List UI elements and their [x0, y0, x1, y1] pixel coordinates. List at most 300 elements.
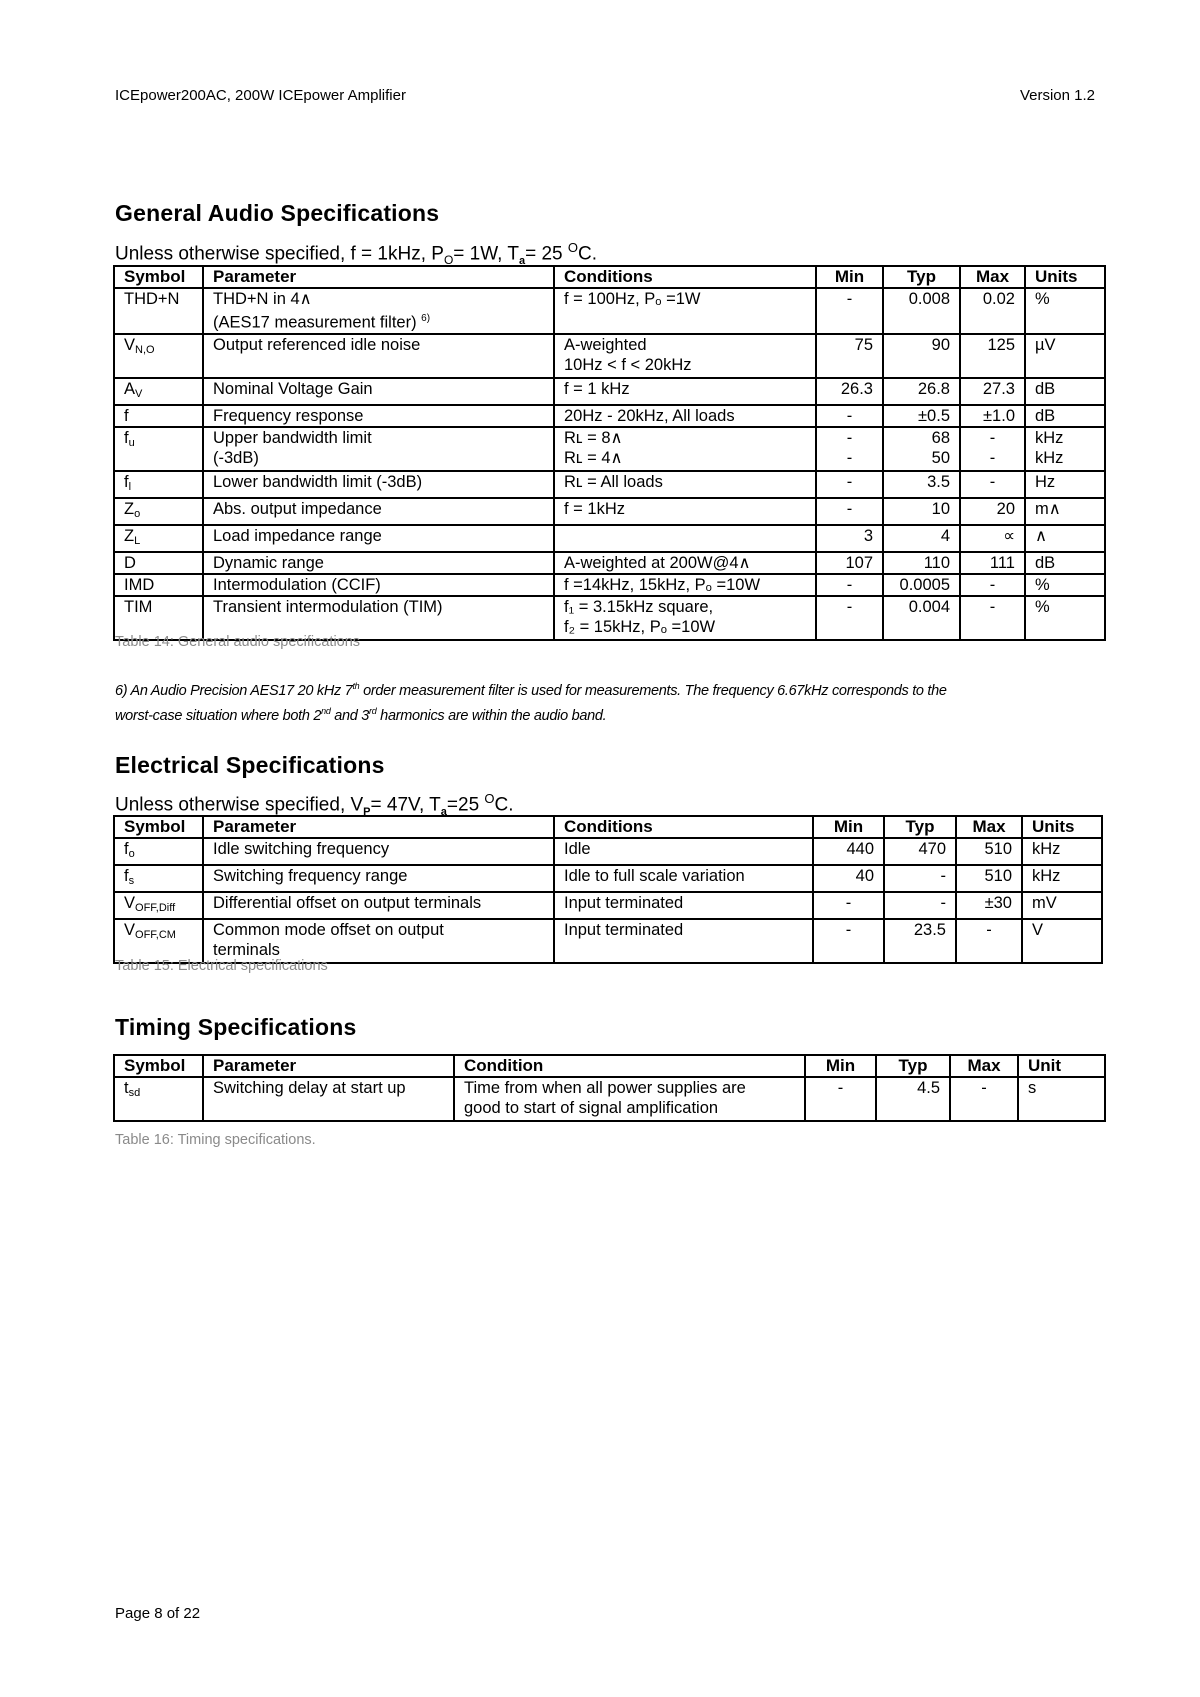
table-row [114, 288, 1105, 334]
cell-units [1025, 334, 1105, 378]
symbol-subscript: u [128, 436, 135, 449]
parameter-text: THD+N in 4∧ [213, 290, 312, 308]
min-value: - [837, 1079, 844, 1097]
column-header-parameter: Parameter [203, 816, 554, 838]
cell-units [1022, 892, 1102, 919]
cell-min [816, 405, 883, 427]
column-header-units: Units [1025, 266, 1105, 288]
conditions-text: f = 100Hz, Pₒ =1W [564, 290, 701, 308]
parameter-text: Load impedance range [213, 526, 382, 545]
cell-symbol [114, 574, 203, 596]
conditions-text: 20Hz - 20kHz, All loads [564, 406, 735, 425]
cell-conditions [554, 919, 813, 963]
min-value: 26.3 [840, 379, 873, 398]
column-header-unit: Unit [1018, 1055, 1105, 1077]
column-header-max: Max [950, 1055, 1018, 1077]
cell-conditions [554, 596, 816, 640]
cell-typ [883, 427, 960, 471]
table-row [114, 892, 1102, 919]
table-row [114, 865, 1102, 892]
cell-parameter [203, 552, 554, 574]
units-value: dB [1035, 379, 1056, 398]
cell-parameter [203, 405, 554, 427]
cell-min [816, 498, 883, 525]
cell-conditions [554, 865, 813, 892]
symbol-subscript: o [128, 848, 135, 860]
cell-conditions [554, 288, 816, 334]
typ-value: 110 [923, 553, 950, 572]
cell-typ [883, 552, 960, 574]
parameter-text: Differential offset on output terminals [213, 894, 482, 912]
units-value: dB [1035, 553, 1056, 572]
column-header-typ: Typ [883, 266, 960, 288]
cell-symbol [114, 405, 203, 427]
min-value: - [846, 406, 853, 425]
cell-typ [884, 919, 956, 963]
cell-typ [883, 596, 960, 640]
cell-min [816, 427, 883, 471]
timing-table [113, 1054, 1106, 1122]
cell-min [816, 334, 883, 378]
min-value: - [846, 290, 853, 308]
units-value: kHz [1035, 428, 1064, 447]
cell-min [805, 1077, 876, 1121]
table-header-row [114, 266, 1105, 288]
max-value: ∝ [1003, 526, 1015, 545]
cell-parameter [203, 1077, 454, 1121]
cell-symbol [114, 378, 203, 405]
table-row [114, 405, 1105, 427]
max-value: - [986, 921, 992, 939]
max-value: - [989, 597, 996, 616]
table-row [114, 1077, 1105, 1121]
cond-text: C. [578, 243, 597, 265]
footnote-ref: 6) [421, 313, 431, 324]
cell-units [1025, 405, 1105, 427]
min-value: 3 [863, 526, 873, 545]
table-row [114, 574, 1105, 596]
parameter-text: (-3dB) [213, 448, 259, 467]
symbol-text: A [124, 379, 136, 398]
typ-value: 4 [940, 526, 950, 545]
footnote-text: 6) An Audio Precision AES17 20 kHz 7 [115, 682, 353, 699]
max-value: ±30 [984, 894, 1012, 912]
symbol-subscript: N,O [135, 343, 155, 356]
cell-conditions [554, 552, 816, 574]
min-value: 440 [846, 840, 874, 858]
symbol-text: THD+N [124, 290, 180, 308]
cell-symbol [114, 596, 203, 640]
typ-value: 0.0005 [899, 575, 950, 594]
max-value: - [989, 472, 996, 491]
cond-text: Unless otherwise specified, V [115, 794, 364, 816]
max-value: 20 [996, 499, 1015, 518]
cell-parameter [203, 919, 554, 963]
cell-conditions [554, 334, 816, 378]
symbol-text: f [124, 406, 129, 425]
parameter-text: (AES17 measurement filter) [213, 313, 417, 332]
min-value: 40 [855, 867, 874, 885]
typ-value: 10 [931, 499, 950, 518]
typ-value-line2: 50 [931, 448, 950, 467]
conditions-text: Idle [564, 840, 591, 858]
max-value: 111 [989, 553, 1015, 572]
cell-conditions [554, 574, 816, 596]
cell-min [816, 596, 883, 640]
conditions-text: Idle to full scale variation [564, 867, 745, 885]
cond-text: C. [494, 794, 514, 816]
max-value: 27.3 [982, 379, 1015, 398]
max-value: 0.02 [982, 290, 1015, 308]
conditions-text: A-weighted [564, 335, 647, 354]
cell-max [960, 498, 1025, 525]
cell-units [1025, 288, 1105, 334]
cond-sub: P [363, 806, 371, 819]
cell-min [816, 574, 883, 596]
max-value: 510 [984, 840, 1012, 858]
parameter-text: Dynamic range [213, 553, 324, 572]
cell-typ [884, 892, 956, 919]
cell-conditions [454, 1077, 805, 1121]
conditions-text-line2: good to start of signal amplification [464, 1099, 719, 1117]
symbol-text: f [124, 867, 129, 885]
cell-parameter [203, 334, 554, 378]
symbol-text: t [124, 1079, 129, 1097]
symbol-text: V [124, 921, 136, 939]
units-value: s [1028, 1079, 1037, 1097]
cell-symbol [114, 838, 203, 865]
parameter-text: Switching delay at start up [213, 1079, 406, 1097]
typ-value: 23.5 [913, 921, 946, 939]
cell-units [1025, 552, 1105, 574]
max-value: - [981, 1079, 987, 1097]
cond-text: =25 [446, 794, 485, 816]
min-value: - [846, 499, 853, 518]
cell-parameter [203, 288, 554, 334]
conditions-text: Rʟ = All loads [564, 472, 663, 491]
general-audio-heading: General Audio Specifications [115, 200, 440, 226]
cell-max [950, 1077, 1018, 1121]
parameter-text: Switching frequency range [213, 867, 408, 885]
table-row [114, 552, 1105, 574]
parameter-text: Lower bandwidth limit (-3dB) [213, 472, 423, 491]
max-value: 125 [987, 335, 1015, 354]
cell-parameter [203, 525, 554, 552]
max-value: - [989, 575, 996, 594]
cell-symbol [114, 498, 203, 525]
units-value: V [1032, 921, 1044, 939]
cond-text: = 47V, T [370, 794, 441, 816]
symbol-subscript: L [134, 534, 141, 547]
column-header-symbol: Symbol [114, 816, 203, 838]
units-value: dB [1035, 406, 1056, 425]
table-header-row [114, 1055, 1105, 1077]
cell-max [960, 525, 1025, 552]
conditions-text: f = 1kHz [564, 499, 625, 518]
symbol-subscript: o [134, 507, 141, 520]
symbol-subscript: l [128, 480, 132, 493]
symbol-subscript: s [128, 875, 135, 887]
column-header-typ: Typ [884, 816, 956, 838]
symbol-subscript: OFF,Diff [135, 902, 176, 914]
cell-max [956, 919, 1022, 963]
cell-min [816, 288, 883, 334]
page-number: Page 8 of 22 [115, 1605, 201, 1622]
cond-text: = 25 [525, 243, 568, 265]
cell-conditions [554, 427, 816, 471]
typ-value: 3.5 [927, 472, 950, 491]
min-value: 75 [854, 335, 873, 354]
table-header-row [114, 816, 1102, 838]
units-value: Hz [1035, 472, 1056, 491]
cell-parameter [203, 471, 554, 498]
table-row [114, 525, 1105, 552]
units-value: kHz [1032, 840, 1061, 858]
table-14-caption: Table 14: General audio specifications [115, 634, 361, 650]
units-value-line2: kHz [1035, 448, 1064, 467]
cell-conditions [554, 471, 816, 498]
units-value: µV [1035, 335, 1056, 354]
max-value-line2: - [989, 448, 996, 467]
cell-max [960, 405, 1025, 427]
cell-min [813, 865, 884, 892]
cell-conditions [554, 405, 816, 427]
cell-symbol [114, 471, 203, 498]
cell-symbol [114, 552, 203, 574]
cell-conditions [554, 838, 813, 865]
cell-symbol [114, 525, 203, 552]
column-header-symbol: Symbol [114, 1055, 203, 1077]
cell-max [960, 378, 1025, 405]
parameter-text-line2 [213, 309, 544, 333]
parameter-text: Upper bandwidth limit [213, 428, 372, 447]
cell-parameter [203, 838, 554, 865]
table-16-caption: Table 16: Timing specifications. [115, 1132, 316, 1148]
units-value: m∧ [1035, 499, 1061, 518]
typ-value: 90 [931, 335, 950, 354]
conditions-text-line2: Rʟ = 4∧ [564, 448, 623, 467]
min-value: - [846, 472, 853, 491]
symbol-text: f [124, 472, 129, 491]
cell-max [956, 892, 1022, 919]
cell-max [960, 288, 1025, 334]
cond-text: = 1W, T [453, 243, 519, 265]
min-value: - [846, 428, 853, 447]
cell-units [1025, 471, 1105, 498]
cell-parameter [203, 427, 554, 471]
table-row [114, 498, 1105, 525]
column-header-units: Units [1022, 816, 1102, 838]
max-value: 510 [984, 867, 1012, 885]
cell-units [1018, 1077, 1105, 1121]
footnote-text: worst-case situation where both 2 [115, 707, 322, 724]
cell-parameter [203, 892, 554, 919]
cond-sub: a [518, 255, 526, 268]
cell-typ [883, 378, 960, 405]
degree-symbol: O [567, 240, 578, 255]
document-version: Version 1.2 [1019, 87, 1095, 104]
column-header-min: Min [816, 266, 883, 288]
parameter-text-line2 [213, 448, 544, 468]
cell-units [1025, 378, 1105, 405]
conditions-text: Input terminated [564, 894, 684, 912]
electrical-table [113, 815, 1103, 964]
cell-typ [883, 525, 960, 552]
typ-value: 26.8 [917, 379, 950, 398]
table-row [114, 838, 1102, 865]
column-header-max: Max [956, 816, 1022, 838]
cell-conditions [554, 498, 816, 525]
column-header-conditions: Conditions [554, 816, 813, 838]
cell-units [1022, 865, 1102, 892]
parameter-text: Common mode offset on output [213, 921, 444, 939]
symbol-text: IMD [124, 575, 155, 594]
symbol-text: Z [124, 526, 135, 545]
cell-symbol [114, 919, 203, 963]
electrical-heading: Electrical Specifications [115, 752, 385, 778]
column-header-min: Min [813, 816, 884, 838]
cell-units [1025, 596, 1105, 640]
min-value: - [846, 597, 853, 616]
parameter-text: Abs. output impedance [213, 499, 382, 518]
general-audio-conditions [115, 240, 597, 267]
column-header-symbol: Symbol [114, 266, 203, 288]
symbol-text: V [124, 894, 136, 912]
cell-max [960, 471, 1025, 498]
units-value: mV [1032, 894, 1057, 912]
symbol-text: TIM [124, 597, 153, 616]
cell-parameter [203, 498, 554, 525]
cell-max [960, 552, 1025, 574]
units-value: % [1035, 575, 1050, 594]
conditions-text: Rʟ = 8∧ [564, 428, 623, 447]
conditions-text: f₁ = 3.15kHz square, [564, 597, 714, 616]
max-value: - [989, 428, 996, 447]
symbol-text: Z [124, 499, 135, 518]
footnote-sup: rd [369, 705, 377, 716]
general-audio-table [113, 265, 1106, 641]
cell-min [816, 378, 883, 405]
footnote-text: and 3 [330, 707, 370, 724]
symbol-text: f [124, 840, 129, 858]
cell-typ [883, 334, 960, 378]
column-header-min: Min [805, 1055, 876, 1077]
cell-min [816, 552, 883, 574]
typ-value: ±0.5 [918, 406, 950, 425]
column-header-typ: Typ [876, 1055, 950, 1077]
cell-symbol [114, 427, 203, 471]
table-15-caption: Table 15: Electrical specifications [115, 958, 328, 974]
cell-symbol [114, 1077, 203, 1121]
cell-units [1025, 498, 1105, 525]
parameter-text-line2 [213, 940, 544, 960]
table-row [114, 334, 1105, 378]
cell-max [956, 838, 1022, 865]
conditions-text: A-weighted at 200W@4∧ [564, 553, 751, 572]
cond-sub: a [440, 806, 447, 819]
cell-symbol [114, 334, 203, 378]
typ-value: 0.008 [908, 290, 950, 308]
min-value: 107 [845, 553, 873, 572]
typ-value: 470 [918, 840, 946, 858]
conditions-text: f =14kHz, 15kHz, Pₒ =10W [564, 575, 761, 594]
parameter-text: Idle switching frequency [213, 840, 390, 858]
cell-max [956, 865, 1022, 892]
cell-units [1025, 525, 1105, 552]
cond-text: Unless otherwise specified, f = 1kHz, P [115, 243, 444, 265]
column-header-conditions: Conditions [554, 266, 816, 288]
degree-symbol: O [484, 791, 495, 806]
units-value: ∧ [1035, 526, 1048, 545]
cell-parameter [203, 865, 554, 892]
cell-typ [883, 498, 960, 525]
min-value-line2: - [846, 448, 853, 467]
cell-units [1022, 919, 1102, 963]
typ-value: 0.004 [908, 597, 950, 616]
cond-sub: O [443, 253, 454, 268]
symbol-text: f [124, 428, 129, 447]
min-value: - [846, 575, 853, 594]
parameter-text: Intermodulation (CCIF) [213, 575, 381, 594]
conditions-text-line2: f₂ = 15kHz, Pₒ =10W [564, 617, 716, 636]
footnote-text: order measurement filter is used for measurements. The frequency 6.67kHz corresponds to the [359, 682, 947, 699]
column-header-max: Max [960, 266, 1025, 288]
cell-min [813, 892, 884, 919]
symbol-text: V [124, 335, 136, 354]
document-header-title: ICEpower200AC, 200W ICEpower Amplifier [115, 87, 406, 104]
cell-parameter [203, 596, 554, 640]
column-header-parameter: Parameter [203, 266, 554, 288]
cell-max [960, 334, 1025, 378]
parameter-text: Transient intermodulation (TIM) [213, 597, 443, 616]
units-value: % [1035, 290, 1050, 308]
parameter-text: Output referenced idle noise [213, 335, 421, 354]
footnote-6 [115, 676, 1085, 726]
symbol-subscript: sd [128, 1087, 141, 1099]
parameter-text: Frequency response [213, 406, 364, 425]
cell-typ [884, 838, 956, 865]
typ-value: 4.5 [917, 1079, 940, 1097]
cell-typ [884, 865, 956, 892]
cell-typ [883, 288, 960, 334]
table-row [114, 919, 1102, 963]
parameter-text: Nominal Voltage Gain [213, 379, 373, 398]
cell-units [1025, 574, 1105, 596]
min-value: - [845, 921, 852, 939]
conditions-text-line2: 10Hz < f < 20kHz [564, 355, 692, 374]
cell-units [1022, 838, 1102, 865]
cell-max [960, 596, 1025, 640]
cell-min [816, 525, 883, 552]
cell-min [813, 838, 884, 865]
typ-value: - [940, 867, 946, 885]
table-row [114, 378, 1105, 405]
footnote-sup: nd [321, 705, 331, 716]
cell-typ [883, 574, 960, 596]
cell-symbol [114, 288, 203, 334]
min-value: - [845, 894, 852, 912]
cell-min [813, 919, 884, 963]
max-value: ±1.0 [983, 406, 1015, 425]
conditions-text: f = 1 kHz [564, 379, 630, 398]
units-value: kHz [1032, 867, 1061, 885]
typ-value: 68 [931, 428, 950, 447]
footnote-sup: th [352, 681, 360, 691]
table-row [114, 596, 1105, 640]
cell-parameter [203, 378, 554, 405]
cell-min [816, 471, 883, 498]
symbol-subscript: V [135, 387, 143, 400]
